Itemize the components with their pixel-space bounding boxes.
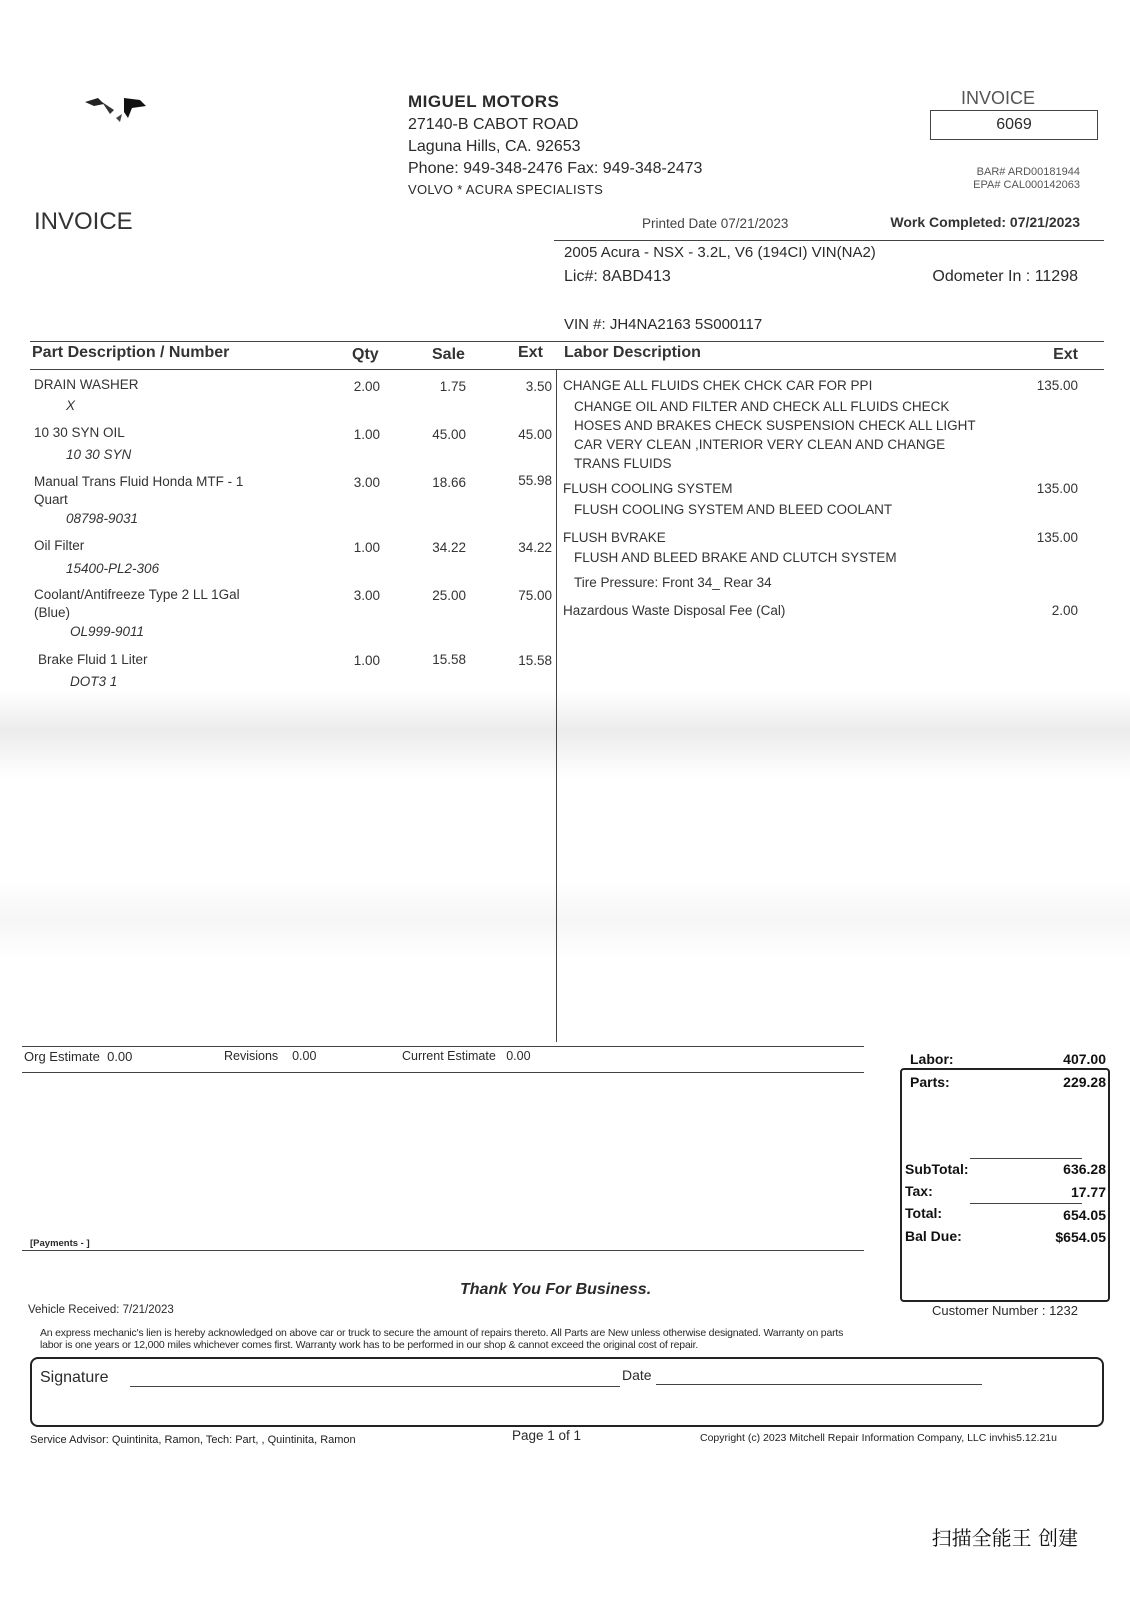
part-qty: 3.00 <box>353 475 380 490</box>
company-logo-icon <box>80 88 170 132</box>
totals-tax-label: Tax: <box>905 1183 933 1199</box>
part-sale: 18.66 <box>432 475 466 490</box>
part-description: DRAIN WASHER <box>34 377 139 392</box>
labor-detail-line: CHANGE OIL AND FILTER AND CHECK ALL FLUIDS CHECK <box>574 399 950 414</box>
warranty-text <box>40 1327 1090 1351</box>
labor-detail-line: FLUSH AND BLEED BRAKE AND CLUTCH SYSTEM <box>574 550 897 565</box>
divider <box>970 1158 1082 1159</box>
company-phone-fax: Phone: 949-348-2476 Fax: 949-348-2473 <box>408 160 703 177</box>
labor-ext: 135.00 <box>1036 481 1078 496</box>
divider <box>22 1072 864 1073</box>
part-qty: 1.00 <box>353 427 380 442</box>
invoice-number: 6069 <box>930 110 1098 140</box>
page-title: INVOICE <box>34 208 133 235</box>
part-number: DOT3 1 <box>70 674 118 689</box>
part-qty: 1.00 <box>353 653 380 668</box>
payments-label: [Payments - ] <box>30 1238 90 1249</box>
parts-header-sale: Sale <box>432 346 465 363</box>
labor-detail-line: CAR VERY CLEAN ,INTERIOR VERY CLEAN AND CHANGE <box>574 437 946 452</box>
warranty-box <box>30 1357 1104 1427</box>
table-top-rule <box>30 341 1104 342</box>
part-ext: 55.98 <box>518 473 552 488</box>
vehicle-license: Lic#: 8ABD413 <box>564 268 671 285</box>
totals-subtotal-label: SubTotal: <box>905 1161 969 1177</box>
thank-you-message: Thank You For Business. <box>460 1281 652 1298</box>
labor-ext: 135.00 <box>1036 530 1078 545</box>
balance-due-label: Bal Due: <box>905 1228 962 1244</box>
totals-labor-value: 407.00 <box>1063 1051 1106 1067</box>
part-description: Oil Filter <box>34 538 85 553</box>
divider <box>554 240 1104 241</box>
part-qty: 3.00 <box>353 588 380 603</box>
labor-detail-line: TRANS FLUIDS <box>574 456 672 471</box>
labor-title: FLUSH COOLING SYSTEM <box>563 481 733 496</box>
scan-smudge <box>0 880 1130 960</box>
warranty-line: labor is one years or 12,000 miles whichever comes first. Warranty work has to be performed in our shop & cannot exceed the original cost of repair. <box>40 1339 699 1351</box>
labor-header-ext: Ext <box>1053 346 1078 363</box>
part-ext: 34.22 <box>518 540 552 555</box>
column-divider <box>556 369 557 1042</box>
company-name: MIGUEL MOTORS <box>408 92 560 111</box>
signature-line <box>130 1386 620 1387</box>
part-ext: 15.58 <box>518 653 552 668</box>
work-completed-date: Work Completed: 07/21/2023 <box>890 214 1080 230</box>
vehicle-received: Vehicle Received: 7/21/2023 <box>28 1304 174 1316</box>
table-header-rule <box>30 369 1104 370</box>
part-description-cont: (Blue) <box>34 605 71 620</box>
totals-parts-label: Parts: <box>910 1074 950 1090</box>
labor-detail-line: FLUSH COOLING SYSTEM AND BLEED COOLANT <box>574 502 893 517</box>
part-number: OL999-9011 <box>70 624 145 639</box>
part-ext: 3.50 <box>525 379 552 394</box>
date-line <box>656 1384 982 1385</box>
part-description: Coolant/Antifreeze Type 2 LL 1Gal <box>34 587 240 602</box>
copyright: Copyright (c) 2023 Mitchell Repair Information Company, LLC invhis5.12.21u <box>700 1432 1057 1444</box>
parts-header-description: Part Description / Number <box>32 344 230 361</box>
vehicle-description: 2005 Acura - NSX - 3.2L, V6 (194CI) VIN(NA2) <box>564 244 876 261</box>
part-number: 08798-9031 <box>66 511 139 526</box>
divider <box>970 1203 1082 1204</box>
labor-title: FLUSH BVRAKE <box>563 530 666 545</box>
part-ext: 75.00 <box>518 588 552 603</box>
totals-tax-value: 17.77 <box>1070 1184 1106 1200</box>
page-number: Page 1 of 1 <box>512 1428 582 1443</box>
labor-ext: 2.00 <box>1051 603 1078 618</box>
signature-label: Signature <box>40 1369 109 1386</box>
totals-subtotal-value: 636.28 <box>1063 1161 1106 1177</box>
date-label: Date <box>622 1367 652 1383</box>
totals-total-value: 654.05 <box>1063 1207 1106 1223</box>
labor-title: Hazardous Waste Disposal Fee (Cal) <box>563 603 786 618</box>
labor-detail-line: Tire Pressure: Front 34_ Rear 34 <box>574 575 772 590</box>
vehicle-vin: VIN #: JH4NA2163 5S000117 <box>564 316 763 333</box>
totals-total-label: Total: <box>905 1205 943 1221</box>
current-estimate: Current Estimate 0.00 <box>402 1049 531 1063</box>
labor-ext: 135.00 <box>1036 378 1078 393</box>
part-description-cont: Quart <box>34 492 68 507</box>
company-specialty: VOLVO * ACURA SPECIALISTS <box>408 182 604 197</box>
part-sale: 1.75 <box>439 379 466 394</box>
part-sale: 45.00 <box>432 427 466 442</box>
company-city: Laguna Hills, CA. 92653 <box>408 138 581 155</box>
parts-header-ext: Ext <box>518 344 543 361</box>
part-qty: 2.00 <box>353 379 380 394</box>
odometer-reading: Odometer In : 11298 <box>932 268 1078 285</box>
labor-title: CHANGE ALL FLUIDS CHEK CHCK CAR FOR PPI <box>563 378 873 393</box>
scanner-watermark: 扫描全能王 创建 <box>931 1526 1078 1550</box>
revisions: Revisions 0.00 <box>224 1049 317 1063</box>
part-number: X <box>66 398 76 413</box>
part-description: 10 30 SYN OIL <box>34 425 125 440</box>
part-sale: 25.00 <box>432 588 466 603</box>
part-qty: 1.00 <box>353 540 380 555</box>
company-address: 27140-B CABOT ROAD <box>408 116 579 133</box>
part-number: 10 30 SYN <box>66 447 132 462</box>
totals-labor-label: Labor: <box>910 1051 954 1067</box>
divider <box>22 1250 864 1251</box>
scan-smudge <box>0 690 1130 780</box>
part-sale: 15.58 <box>432 652 466 667</box>
invoice-label: INVOICE <box>961 88 1036 108</box>
balance-due-value: $654.05 <box>1055 1229 1106 1245</box>
bar-number: BAR# ARD00181944 <box>976 166 1080 178</box>
part-ext: 45.00 <box>518 427 552 442</box>
labor-detail-line: HOSES AND BRAKES CHECK SUSPENSION CHECK ALL LIGHT <box>574 418 976 433</box>
part-sale: 34.22 <box>432 540 466 555</box>
epa-number: EPA# CAL000142063 <box>973 179 1080 191</box>
service-advisor: Service Advisor: Quintinita, Ramon, Tech: Part, , Quintinita, Ramon <box>30 1434 356 1446</box>
labor-header-description: Labor Description <box>564 344 701 361</box>
printed-date: Printed Date 07/21/2023 <box>642 216 789 231</box>
divider <box>22 1046 864 1047</box>
warranty-line: An express mechanic's lien is hereby acknowledged on above car or truck to secure the amount of repairs thereto. All Parts are New unless otherwise designated. Warranty on parts <box>40 1327 844 1339</box>
part-number: 15400-PL2-306 <box>66 561 160 576</box>
original-estimate: Org Estimate 0.00 <box>24 1049 133 1064</box>
parts-header-qty: Qty <box>352 346 379 363</box>
part-description: Brake Fluid 1 Liter <box>38 652 148 667</box>
part-description: Manual Trans Fluid Honda MTF - 1 <box>34 474 244 489</box>
customer-number: Customer Number : 1232 <box>932 1303 1078 1318</box>
totals-parts-value: 229.28 <box>1063 1074 1106 1090</box>
